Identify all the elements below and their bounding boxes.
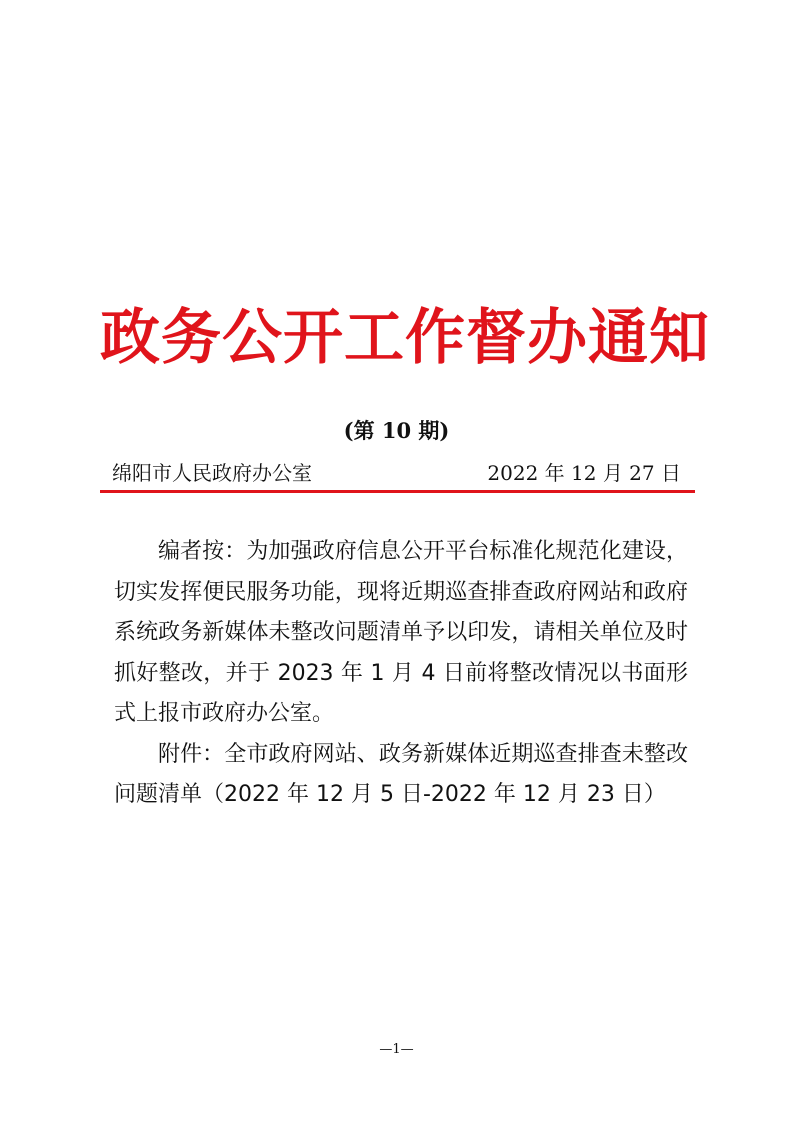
document-title: 政务公开工作督办通知 [100, 303, 710, 373]
document-body [114, 532, 688, 816]
issue-number: (第 10 期) [343, 418, 450, 443]
page-number: —1— [379, 1042, 414, 1057]
editor-note-paragraph: 编者按：为加强政府信息公开平台标准化规范化建设，切实发挥便民服务功能，现将近期巡查排查政府网站和政府系统政务新媒体未整改问题清单予以印发，请相关单位及时抓好整改，并于 2023 年 1 月 4 日前将整改情况以书面形式上报市政府办公室。 [114, 539, 688, 726]
attachment-paragraph: 附件：全市政府网站、政务新媒体近期巡查排查未整改问题清单（2022 年 12 月 5 日-2022 年 12 月 23 日） [114, 741, 688, 807]
header-divider [100, 490, 695, 493]
issue-date: 2022 年 12 月 27 日 [487, 461, 681, 485]
issuing-organization: 绵阳市人民政府办公室 [112, 461, 312, 485]
